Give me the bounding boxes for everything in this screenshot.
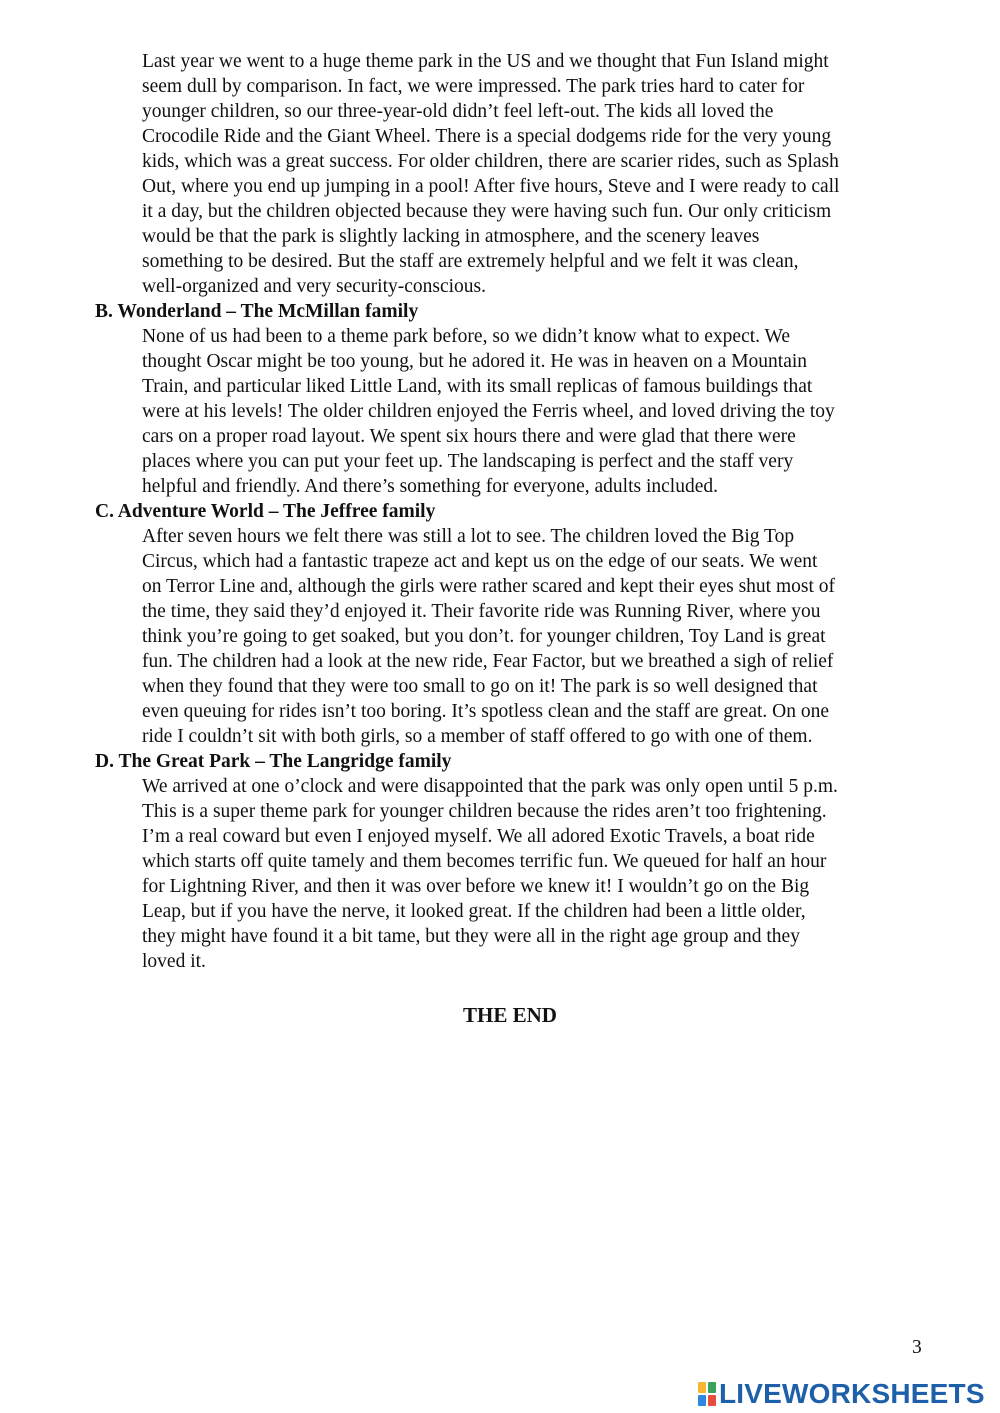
paragraph-line: cars on a proper road layout. We spent six hours there and were glad that there were xyxy=(142,426,796,447)
paragraph-line: younger children, so our three-year-old didn’t feel left-out. The kids all loved the xyxy=(142,101,774,122)
paragraph-line: Leap, but if you have the nerve, it looked great. If the children had been a little older, xyxy=(142,901,806,922)
paragraph-line: We arrived at one o’clock and were disappointed that the park was only open until 5 p.m. xyxy=(142,776,838,797)
section-heading: B. Wonderland – The McMillan family xyxy=(95,301,419,322)
paragraph-line: well-organized and very security-conscious. xyxy=(142,276,487,297)
page-number: 3 xyxy=(912,1337,922,1358)
closing-title: THE END xyxy=(463,1003,557,1027)
section-heading: D. The Great Park – The Langridge family xyxy=(95,751,452,772)
paragraph-line: Circus, which had a fantastic trapeze act and kept us on the edge of our seats. We went xyxy=(142,551,818,572)
paragraph-line: the time, they said they’d enjoyed it. Their favorite ride was Running River, where you xyxy=(142,601,821,622)
paragraph-line: even queuing for rides isn’t too boring. It’s spotless clean and the staff are great. On one xyxy=(142,701,830,722)
paragraph-line: I’m a real coward but even I enjoyed myself. We all adored Exotic Travels, a boat ride xyxy=(142,826,815,847)
paragraph-line: would be that the park is slightly lacking in atmosphere, and the scenery leaves xyxy=(142,226,760,247)
paragraph-line: they might have found it a bit tame, but they were all in the right age group and they xyxy=(142,926,800,947)
paragraph-line: places where you can put your feet up. The landscaping is perfect and the staff very xyxy=(142,451,794,472)
paragraph-line: thought Oscar might be too young, but he adored it. He was in heaven on a Mountain xyxy=(142,351,808,372)
section-heading: C. Adventure World – The Jeffree family xyxy=(95,501,436,522)
paragraph-line: None of us had been to a theme park before, so we didn’t know what to expect. We xyxy=(142,326,791,347)
paragraph-line: helpful and friendly. And there’s something for everyone, adults included. xyxy=(142,476,719,497)
paragraph-line: This is a super theme park for younger children because the rides aren’t too frightening. xyxy=(142,801,827,822)
paragraph-line: fun. The children had a look at the new ride, Fear Factor, but we breathed a sigh of relief xyxy=(142,651,834,672)
paragraph-line: seem dull by comparison. In fact, we were impressed. The park tries hard to cater for xyxy=(142,76,805,97)
paragraph-line: for Lightning River, and then it was over before we knew it! I wouldn’t go on the Big xyxy=(142,876,810,897)
paragraph-line: kids, which was a great success. For older children, there are scarier rides, such as Splash xyxy=(142,151,839,172)
paragraph-line: something to be desired. But the staff are extremely helpful and we felt it was clean, xyxy=(142,251,799,272)
liveworksheets-logo-icon xyxy=(698,1382,716,1406)
paragraph-line: it a day, but the children objected because they were having such fun. Our only criticism xyxy=(142,201,832,222)
paragraph-line: Out, where you end up jumping in a pool! After five hours, Steve and I were ready to call xyxy=(142,176,840,197)
paragraph-line: ride I couldn’t sit with both girls, so a member of staff offered to go with one of them. xyxy=(142,726,813,747)
paragraph-line: Last year we went to a huge theme park in the US and we thought that Fun Island might xyxy=(142,51,829,72)
paragraph-line: were at his levels! The older children enjoyed the Ferris wheel, and loved driving the toy xyxy=(142,401,835,422)
paragraph-line: loved it. xyxy=(142,951,206,972)
logo-text: LIVEWORKSHEETS xyxy=(719,1378,985,1409)
paragraph-line: think you’re going to get soaked, but you don’t. for younger children, Toy Land is great xyxy=(142,626,826,647)
paragraph-line: when they found that they were too small to go on it! The park is so well designed that xyxy=(142,676,818,697)
paragraph-line: Train, and particular liked Little Land, with its small replicas of famous buildings that xyxy=(142,376,813,397)
paragraph-line: Crocodile Ride and the Giant Wheel. There is a special dodgems ride for the very young xyxy=(142,126,832,147)
paragraph-line: on Terror Line and, although the girls were rather scared and kept their eyes shut most of xyxy=(142,576,836,597)
liveworksheets-logo[interactable] xyxy=(698,1379,985,1409)
paragraph-line: which starts off quite tamely and them becomes terrific fun. We queued for half an hour xyxy=(142,851,827,872)
paragraph-line: After seven hours we felt there was still a lot to see. The children loved the Big Top xyxy=(142,526,795,547)
